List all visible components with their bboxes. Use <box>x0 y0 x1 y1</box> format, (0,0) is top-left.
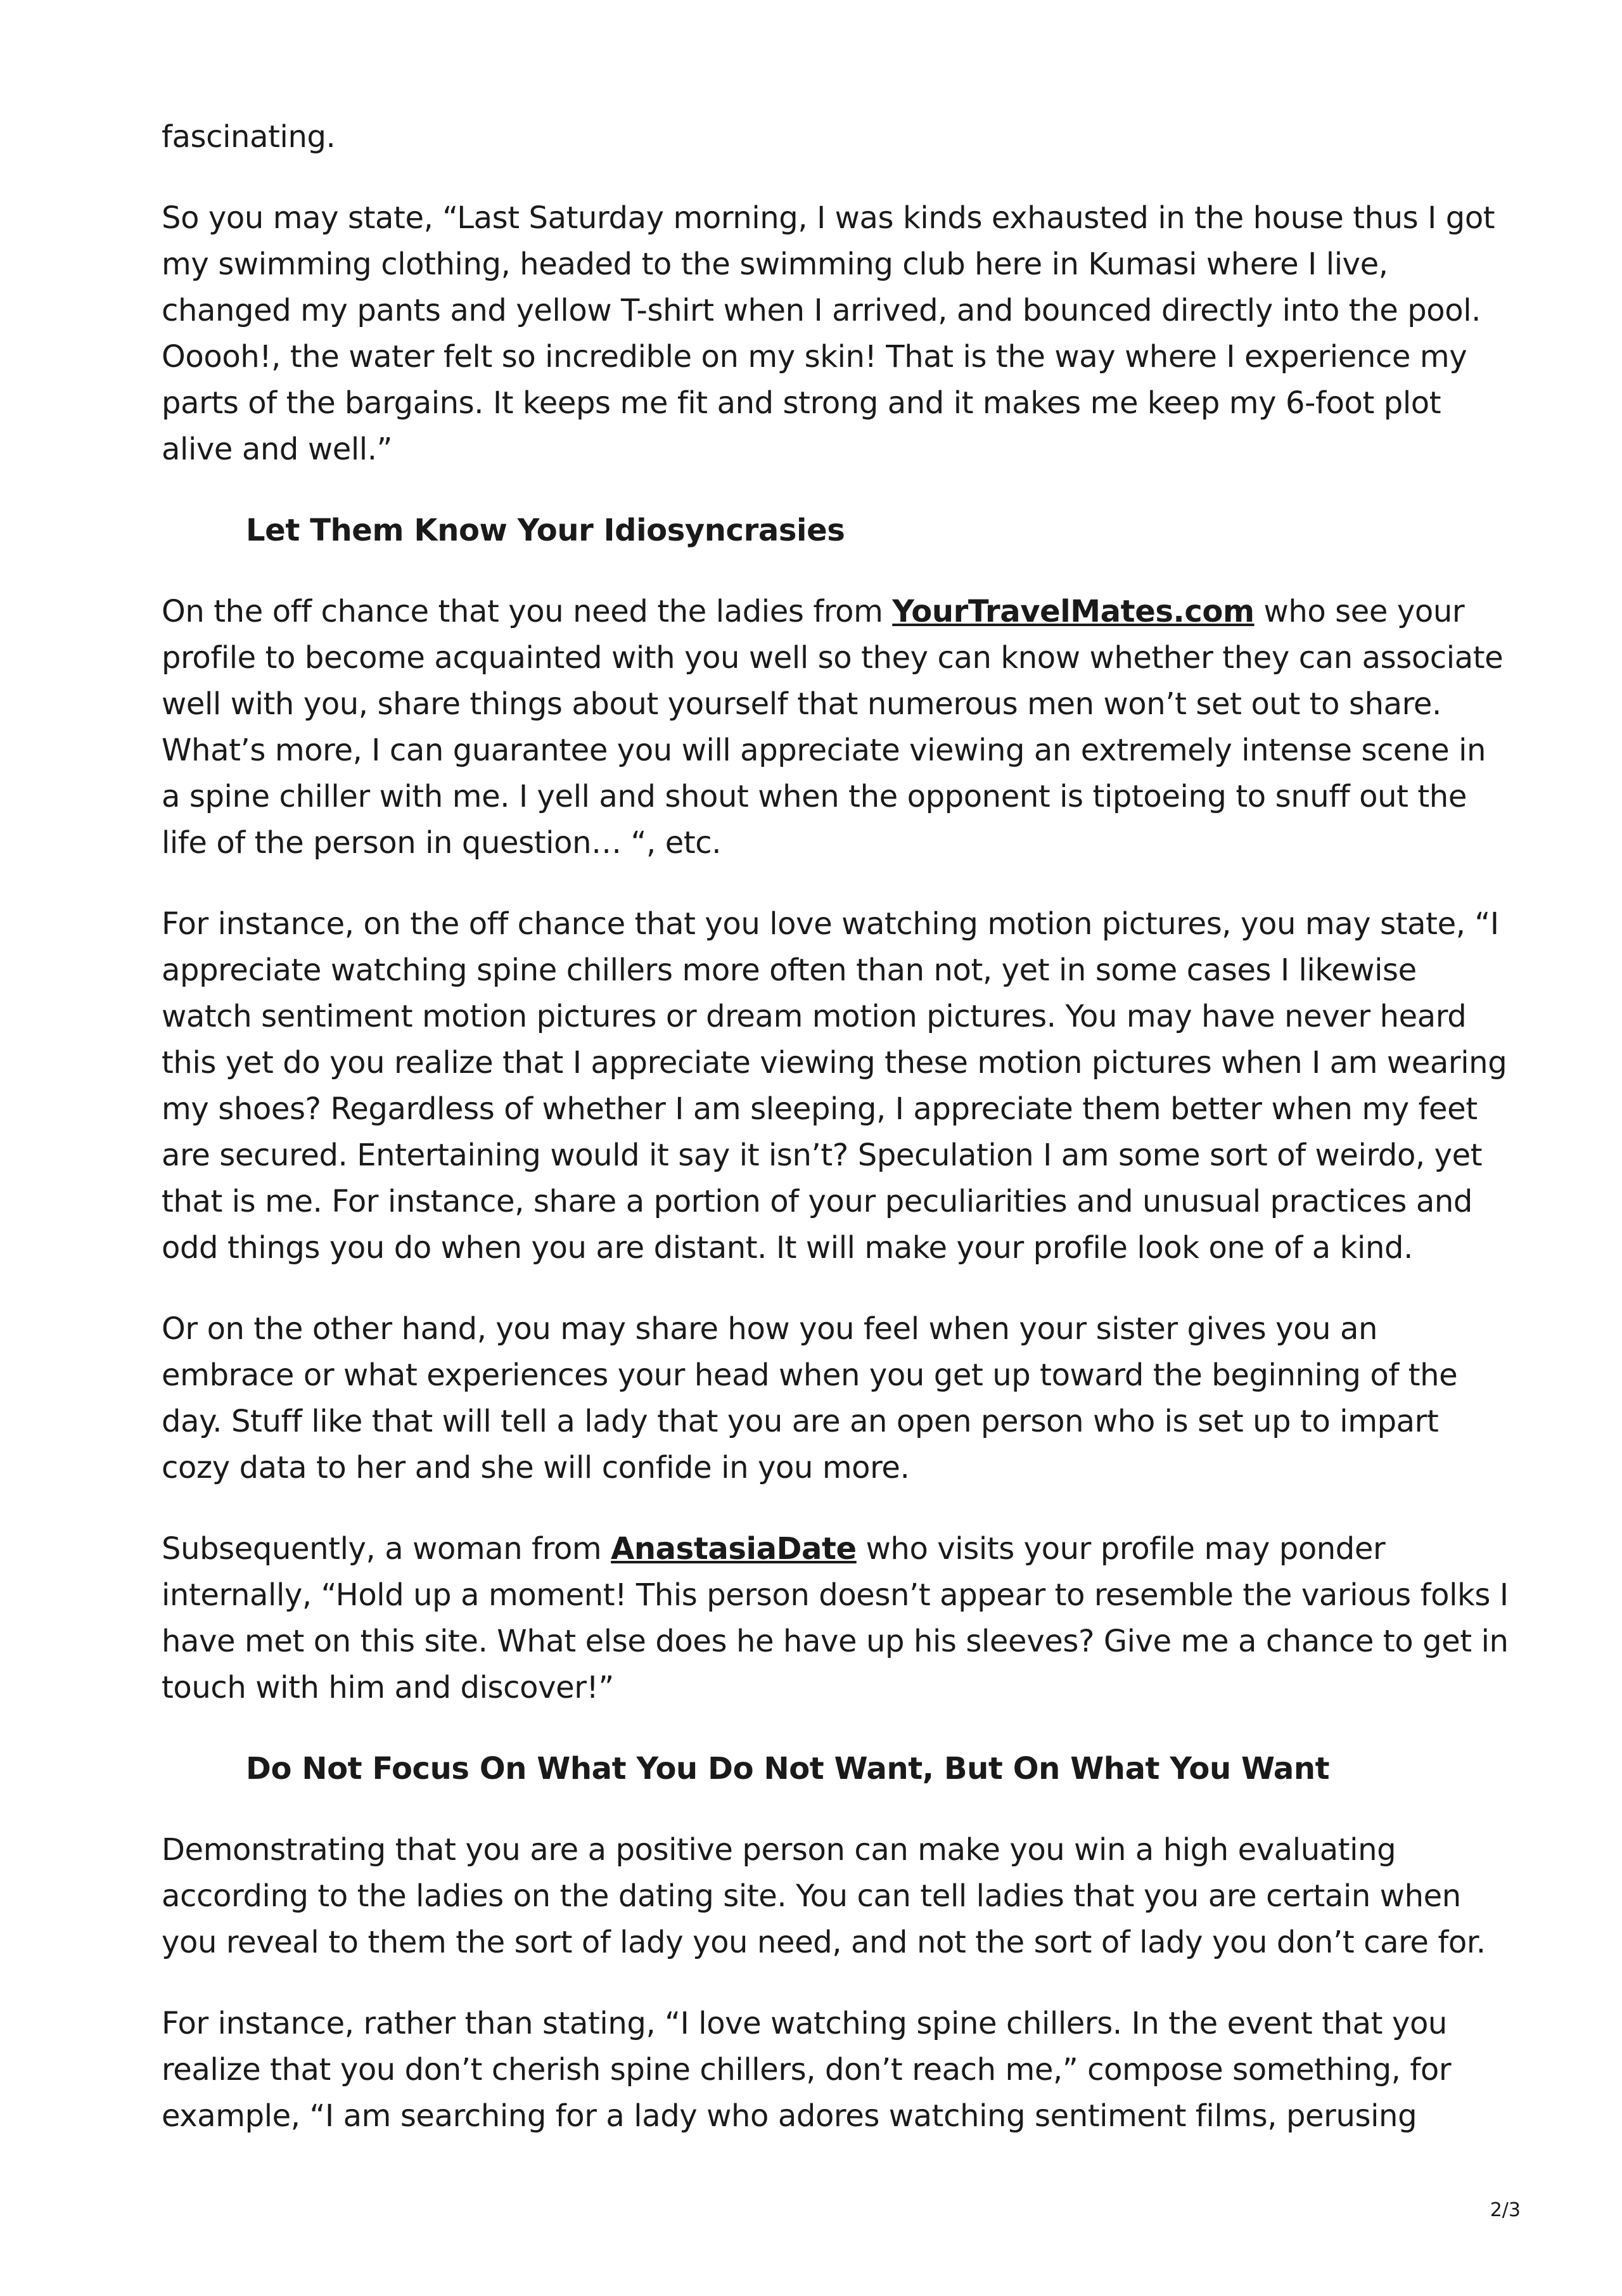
paragraph: So you may state, “Last Saturday morning, I was kinds exhausted in the house thus I got my swimming clothing, headed to the swimming club here in Kumasi where I live, changed my pants and yellow T-shirt when I arrived, and bounced directly into the pool. Ooooh!, the water felt so incredible on my skin! That is the way where I experience my parts of the bargains. It keeps me fit and strong and it makes me keep my 6-foot plot alive and well.” <box>162 200 1495 467</box>
paragraph-text: who see your profile to become acquainted with you well so they can know whether they can associate well with you, share things about yourself that numerous men won’t set out to share. What’s more, I can guarantee you will appreciate viewing an extremely intense scene in a spine chiller with me. I yell and shout when the opponent is tiptoeing to snuff out the life of the person in question… “, etc. <box>162 594 1504 861</box>
section-heading: Let Them Know Your Idiosyncrasies <box>246 513 845 548</box>
paragraph: Or on the other hand, you may share how you feel when your sister gives you an embrace or what experiences your head when you get up toward the beginning of the day. Stuff like that will tell a lady that you are an open person who is set up to impart cozy data to her and she will confide in you more. <box>162 1311 1458 1485</box>
document-body <box>162 114 1511 2174</box>
anastasiadate-link[interactable]: AnastasiaDate <box>611 1531 857 1567</box>
paragraph-text: Subsequently, a woman from <box>162 1531 611 1567</box>
paragraph: For instance, rather than stating, “I love watching spine chillers. In the event that you realize that you don’t cherish spine chillers, don’t reach me,” compose something, for example, “I am searching for a lady who adores watching sentiment films, perusing <box>162 2006 1452 2134</box>
paragraph-text: On the off chance that you need the ladies from <box>162 594 893 629</box>
paragraph <box>162 1526 1511 1711</box>
paragraph: fascinating. <box>162 119 336 155</box>
page-number: 2/3 <box>1490 2199 1521 2221</box>
section-heading: Do Not Focus On What You Do Not Want, But On What You Want <box>246 1751 1330 1786</box>
paragraph <box>162 589 1511 866</box>
paragraph: For instance, on the off chance that you love watching motion pictures, you may state, “I appreciate watching spine chillers more often than not, yet in some cases I likewise watch sentiment motion pictures or dream motion pictures. You may have never heard this yet do you realize that I appreciate viewing these motion pictures when I am wearing my shoes? Regardless of whether I am sleeping, I appreciate them better when my feet are secured. Entertaining would it say it isn’t? Speculation I am some sort of weirdo, yet that is me. For instance, share a portion of your peculiarities and unusual practices and odd things you do when you are distant. It will make your profile look one of a kind. <box>162 906 1507 1266</box>
paragraph-text: who visits your profile may ponder internally, “Hold up a moment! This person doesn’t appear to resemble the various folks I have met on this site. What else does he have up his sleeves? Give me a chance to get in touch with him and discover!” <box>162 1531 1509 1705</box>
yourtravelmates-link[interactable]: YourTravelMates.com <box>892 594 1255 629</box>
paragraph: Demonstrating that you are a positive person can make you win a high evaluating according to the ladies on the dating site. You can tell ladies that you are certain when you reveal to them the sort of lady you need, and not the sort of lady you don’t care for. <box>162 1832 1486 1960</box>
